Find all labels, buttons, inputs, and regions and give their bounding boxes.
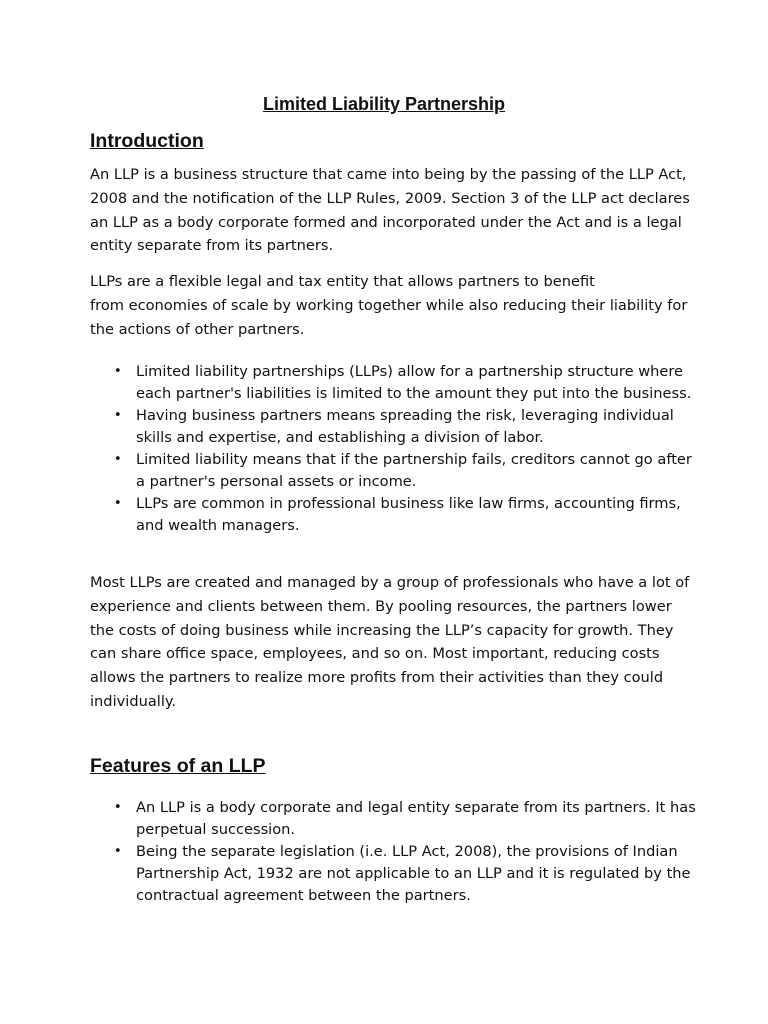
intro-paragraph-1: [90, 163, 690, 258]
bullet-marker: •: [114, 364, 122, 379]
intro-paragraph-2: [90, 270, 690, 341]
bullet-marker: •: [114, 800, 122, 815]
paragraph-line: from economies of scale by working together while also reducing their liability for: [90, 296, 688, 314]
list-item: [90, 493, 690, 537]
paragraph-line: can share office space, employees, and so on. Most important, reducing costs: [90, 645, 660, 663]
bullet-marker: •: [114, 496, 122, 511]
features-bullet-list: [90, 797, 696, 907]
paragraph-line: experience and clients between them. By pooling resources, the partners lower: [90, 597, 672, 615]
paragraph-line: the costs of doing business while increasing the LLP’s capacity for growth. They: [90, 621, 674, 639]
introduction-heading: Introduction: [90, 130, 204, 152]
bullet-line: and wealth managers.: [136, 517, 300, 534]
bullet-line: Partnership Act, 1932 are not applicable to an LLP and it is regulated by the: [136, 865, 691, 882]
bullet-line: perpetual succession.: [136, 821, 296, 838]
paragraph-line: 2008 and the notification of the LLP Rules, 2009. Section 3 of the LLP act declares: [90, 189, 690, 207]
paragraph-line: Most LLPs are created and managed by a group of professionals who have a lot of: [90, 574, 690, 591]
intro-paragraph-3: [90, 571, 690, 714]
intro-bullet-list: [90, 361, 690, 537]
paragraph-line: An LLP is a business structure that came into being by the passing of the LLP Act,: [90, 166, 687, 183]
features-heading: Features of an LLP: [90, 755, 266, 777]
list-item: [90, 405, 690, 449]
bullet-line: Having business partners means spreading the risk, leveraging individual: [136, 407, 674, 424]
bullet-line: Limited liability partnerships (LLPs) allow for a partnership structure where: [136, 363, 684, 380]
document-title: Limited Liability Partnership: [262, 94, 506, 114]
paragraph-line: LLPs are a flexible legal and tax entity that allows partners to benefit: [90, 273, 595, 290]
paragraph-line: the actions of other partners.: [90, 320, 305, 338]
list-item: [90, 361, 690, 405]
list-item: [90, 841, 690, 907]
paragraph-line: entity separate from its partners.: [90, 237, 334, 255]
bullet-line: Limited liability means that if the partnership fails, creditors cannot go after: [136, 451, 692, 468]
list-item: [90, 797, 696, 841]
bullet-marker: •: [114, 408, 122, 423]
bullet-line: skills and expertise, and establishing a division of labor.: [136, 429, 544, 446]
bullet-marker: •: [114, 452, 122, 467]
bullet-line: each partner's liabilities is limited to the amount they put into the business.: [136, 385, 692, 402]
bullet-line: contractual agreement between the partners.: [136, 887, 471, 904]
paragraph-line: individually.: [90, 692, 177, 710]
paragraph-line: an LLP as a body corporate formed and incorporated under the Act and is a legal: [90, 213, 682, 231]
bullet-line: Being the separate legislation (i.e. LLP Act, 2008), the provisions of Indian: [136, 843, 678, 860]
bullet-line: An LLP is a body corporate and legal entity separate from its partners. It has: [136, 799, 696, 816]
bullet-marker: •: [114, 844, 122, 859]
paragraph-line: allows the partners to realize more profits from their activities than they could: [90, 669, 664, 687]
bullet-line: a partner's personal assets or income.: [136, 473, 417, 490]
bullet-line: LLPs are common in professional business like law firms, accounting firms,: [136, 495, 681, 512]
list-item: [90, 449, 690, 493]
